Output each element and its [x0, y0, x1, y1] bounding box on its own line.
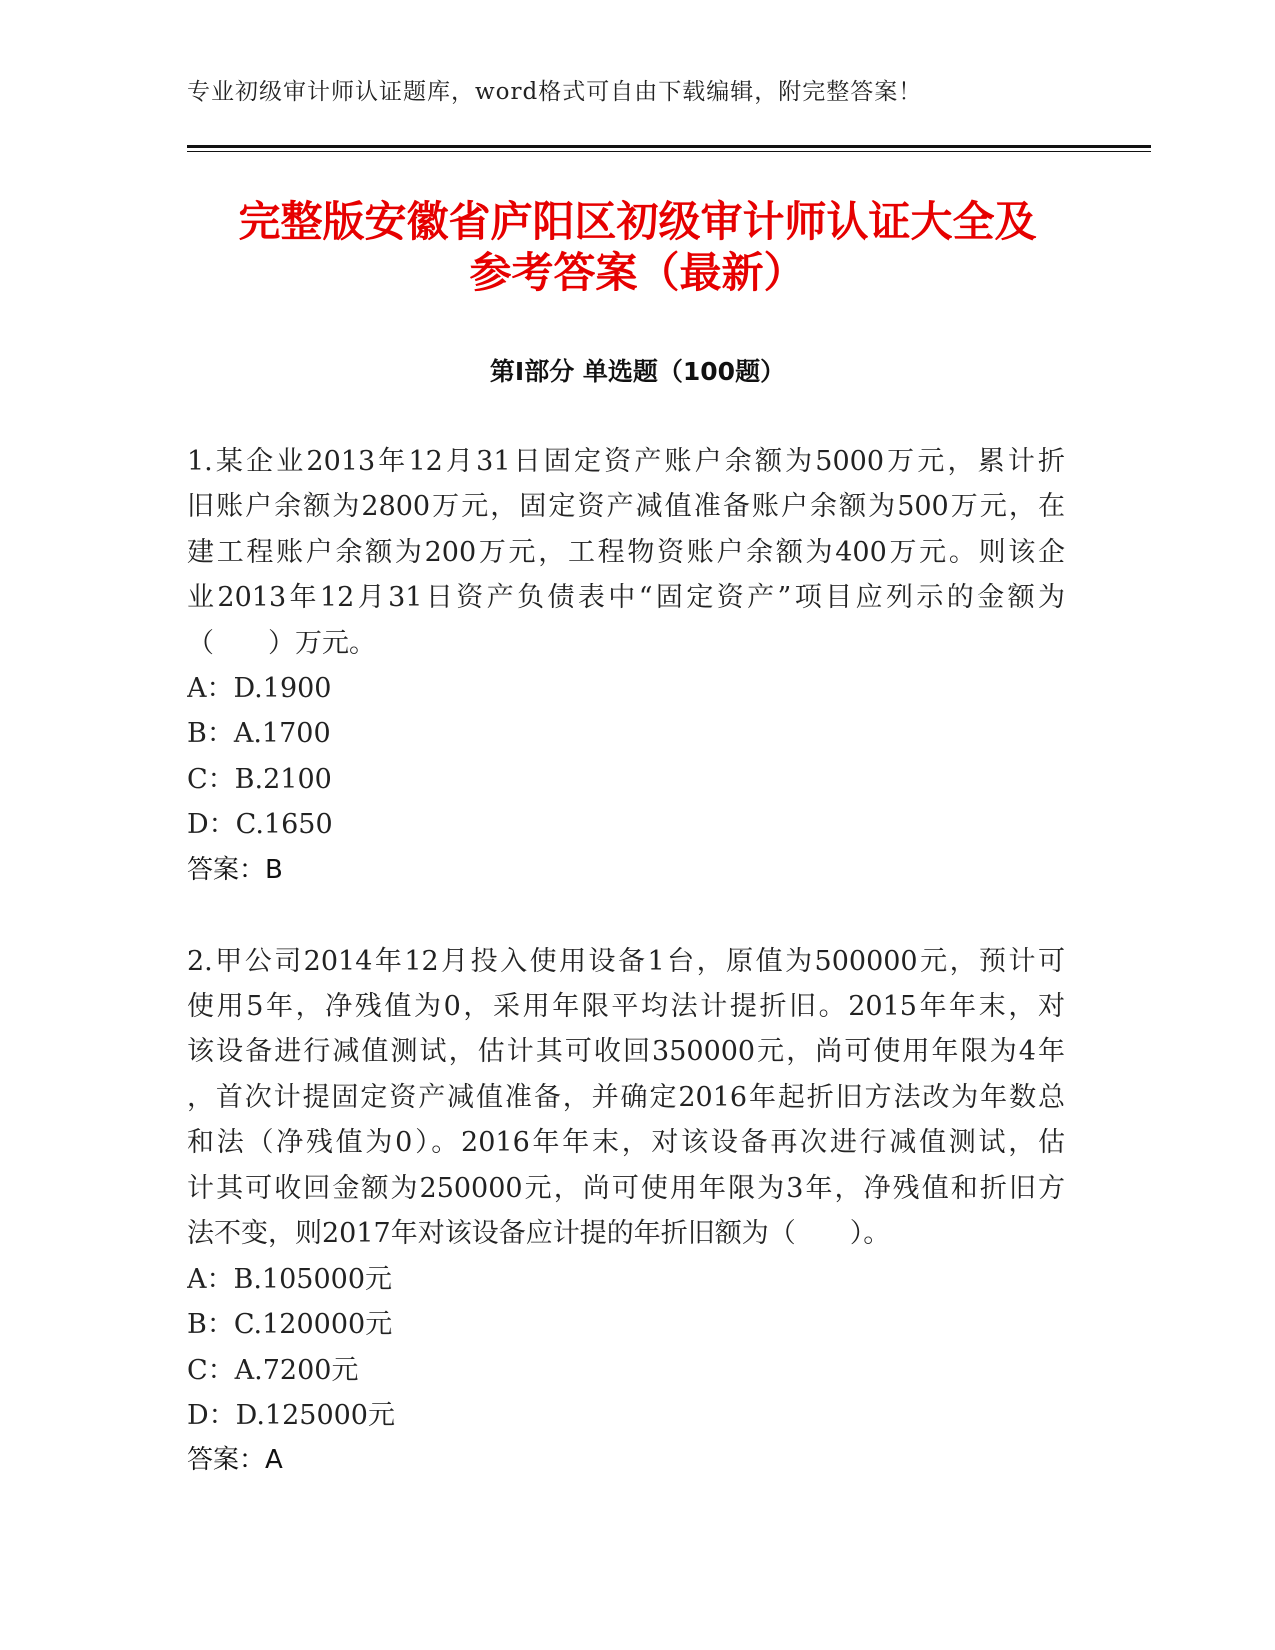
document-title [0, 196, 1275, 298]
answer-label: 答案：B [187, 854, 283, 885]
answer-label: 答案：A [187, 1445, 283, 1476]
question-text-line: （ ）万元。 [187, 627, 376, 659]
question-text-line: 使用5年，净残值为0，采用年限平均法计提折旧。2015年年末，对 [187, 991, 1065, 1023]
option-b: B：A.1700 [187, 718, 331, 750]
question-text-line: ，首次计提固定资产减值准备，并确定2016年起折旧方法改为年数总 [187, 1081, 1065, 1113]
question-text-line: 和法（净残值为0）。2016年年末，对该设备再次进行减值测试，估 [187, 1127, 1065, 1159]
section-heading: 第Ⅰ部分 单选题（100题） [489, 357, 786, 386]
question-text-line: 业2013年12月31日资产负债表中“固定资产”项目应列示的金额为 [187, 582, 1065, 614]
question-text-line: 旧账户余额为2800万元，固定资产减值准备账户余额为500万元，在 [187, 491, 1065, 523]
document-title-line-2: 参考答案（最新） [469, 248, 806, 297]
option-a: A：D.1900 [187, 672, 332, 704]
option-c: C：A.7200元 [187, 1354, 359, 1386]
option-c: C：B.2100 [187, 763, 332, 795]
option-d: D：D.125000元 [187, 1399, 395, 1431]
question-text-line: 2.甲公司2014年12月投入使用设备1台，原值为500000元，预计可 [187, 945, 1065, 977]
question-text-line: 1.某企业2013年12月31日固定资产账户余额为5000万元，累计折 [187, 445, 1065, 477]
option-d: D：C.1650 [187, 809, 333, 841]
option-b: B：C.120000元 [187, 1309, 393, 1341]
document-title-line-1: 完整版安徽省庐阳区初级审计师认证大全及 [238, 197, 1037, 246]
question-1 [187, 439, 1065, 893]
question-text-line: 建工程账户余额为200万元，工程物资账户余额为400万元。则该企 [187, 536, 1065, 568]
header-rule-thick [187, 145, 1151, 148]
question-list [187, 439, 1065, 1484]
page-header-note: 专业初级审计师认证题库，word格式可自由下载编辑，附完整答案！ [187, 79, 923, 105]
header-rule-thin [187, 151, 1151, 152]
question-text-line: 法不变，则2017年对该设备应计提的年折旧额为（ ）。 [187, 1218, 891, 1250]
question-text-line: 计其可收回金额为250000元，尚可使用年限为3年，净残值和折旧方 [187, 1172, 1065, 1204]
question-2 [187, 939, 1065, 1484]
option-a: A：B.105000元 [187, 1263, 392, 1295]
question-text-line: 该设备进行减值测试，估计其可收回350000元，尚可使用年限为4年 [187, 1036, 1065, 1068]
